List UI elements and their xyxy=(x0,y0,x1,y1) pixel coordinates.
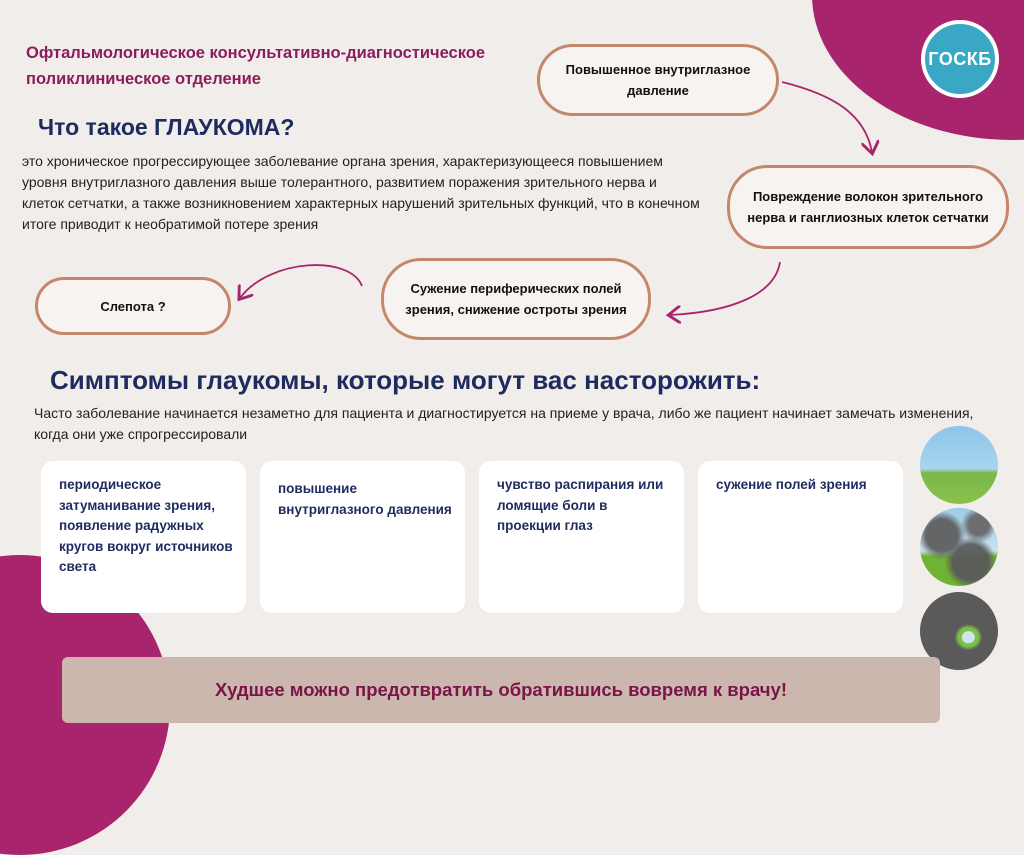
arrow-step2-to-step3 xyxy=(670,262,780,315)
flow-step-blindness: Слепота ? xyxy=(35,277,231,335)
glaucoma-title: Что такое ГЛАУКОМА? xyxy=(38,114,295,140)
flow-step-pressure: Повышенное внутриглазное давление xyxy=(537,44,779,116)
organization-name xyxy=(26,40,546,92)
arrow-step3-to-step4 xyxy=(240,265,362,298)
symptom-card-pressure: повышение внутриглазного давления xyxy=(260,461,465,613)
symptom-card-blurred-vision: периодическое затуманивание зрения, появление радужных кругов вокруг источников света xyxy=(41,461,246,613)
vision-partial-loss-image xyxy=(920,508,998,586)
glaucoma-definition: это хроническое прогрессирующее заболевание органа зрения, характеризующееся повышением уровня внутриглазного давления выше толерантного, развитием поражения зрительного нерва и клеток сетчатки, а также возникновением характерных нарушений зрительных функций, что в конечном итоге приводит к необратимой потере зрения xyxy=(22,153,700,232)
flow-step-nerve-damage: Повреждение волокон зрительного нерва и ганглиозных клеток сетчатки xyxy=(727,165,1009,249)
flow-step-field-narrowing: Сужение периферических полей зрения, снижение остроты зрения xyxy=(381,258,651,340)
call-to-action-banner xyxy=(62,657,940,723)
arrow-step1-to-step2 xyxy=(782,82,872,152)
gosk-logo xyxy=(921,20,999,98)
logo-text: ГОСКБ xyxy=(928,48,992,69)
organization-name-line1: Офтальмологическое консультативно-диагностическое xyxy=(26,44,486,62)
organization-name-line2: поликлиническое отделение xyxy=(26,70,261,88)
symptoms-intro: Часто заболевание начинается незаметно для пациента и диагностируется на приеме у врача, либо же пациент начинает замечать изменения, когда они уже спрогрессировали xyxy=(34,405,974,442)
symptoms-title: Симптомы глаукомы, которые могут вас насторожить: xyxy=(50,365,761,395)
symptom-card-field-narrowing: сужение полей зрения xyxy=(698,461,903,613)
call-to-action-text: Худшее можно предотвратить обратившись вовремя к врачу! xyxy=(215,679,787,700)
vision-normal-image xyxy=(920,426,998,504)
symptom-card-eye-pain: чувство распирания или ломящие боли в проекции глаз xyxy=(479,461,684,613)
